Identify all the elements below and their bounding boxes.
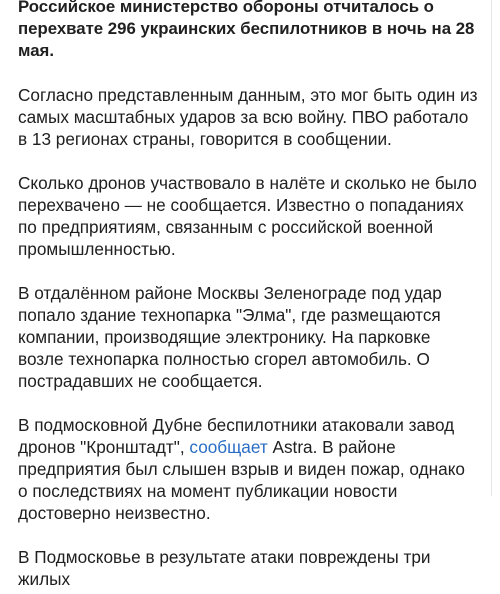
paragraph-4-text-start: В подмосковной Дубне беспилотники атаковали завод дронов "Кронштадт", bbox=[18, 415, 455, 457]
article-paragraph-1: Согласно представленным данным, это мог быть один из самых масштабных ударов за всю войну. ПВО работало в 13 регионах страны, говорится в сообщении. bbox=[18, 85, 478, 149]
paragraph-4-text-end: Astra. В районе предприятия был слышен взрыв и виден пожар, однако о последствиях на момент публикации новости достоверно неизвестно. bbox=[18, 437, 465, 523]
article-paragraph-4 bbox=[18, 414, 478, 524]
article-paragraph-3: В отдалённом районе Москвы Зеленограде под удар попало здание технопарка "Элма", где размещаются компании, производящие электронику. На парковке возле технопарка полностью сгорел автомобиль. О пострадавших не сообщается. bbox=[18, 283, 442, 391]
article-lead: Российское министерство обороны отчиталось о перехвате 296 украинских беспилотников в ночь на 28 мая. bbox=[18, 0, 475, 60]
source-link[interactable]: сообщает bbox=[189, 437, 268, 457]
article-paragraph-2: Сколько дронов участвовало в налёте и сколько не было перехвачено — не сообщается. Известно о попаданиях по предприятиям, связанным с российской военной промышленностью. bbox=[18, 173, 477, 259]
page-edge-divider bbox=[491, 0, 500, 496]
article-paragraph-5: В Подмосковье в результате атаки повреждены три жилых bbox=[18, 547, 431, 589]
